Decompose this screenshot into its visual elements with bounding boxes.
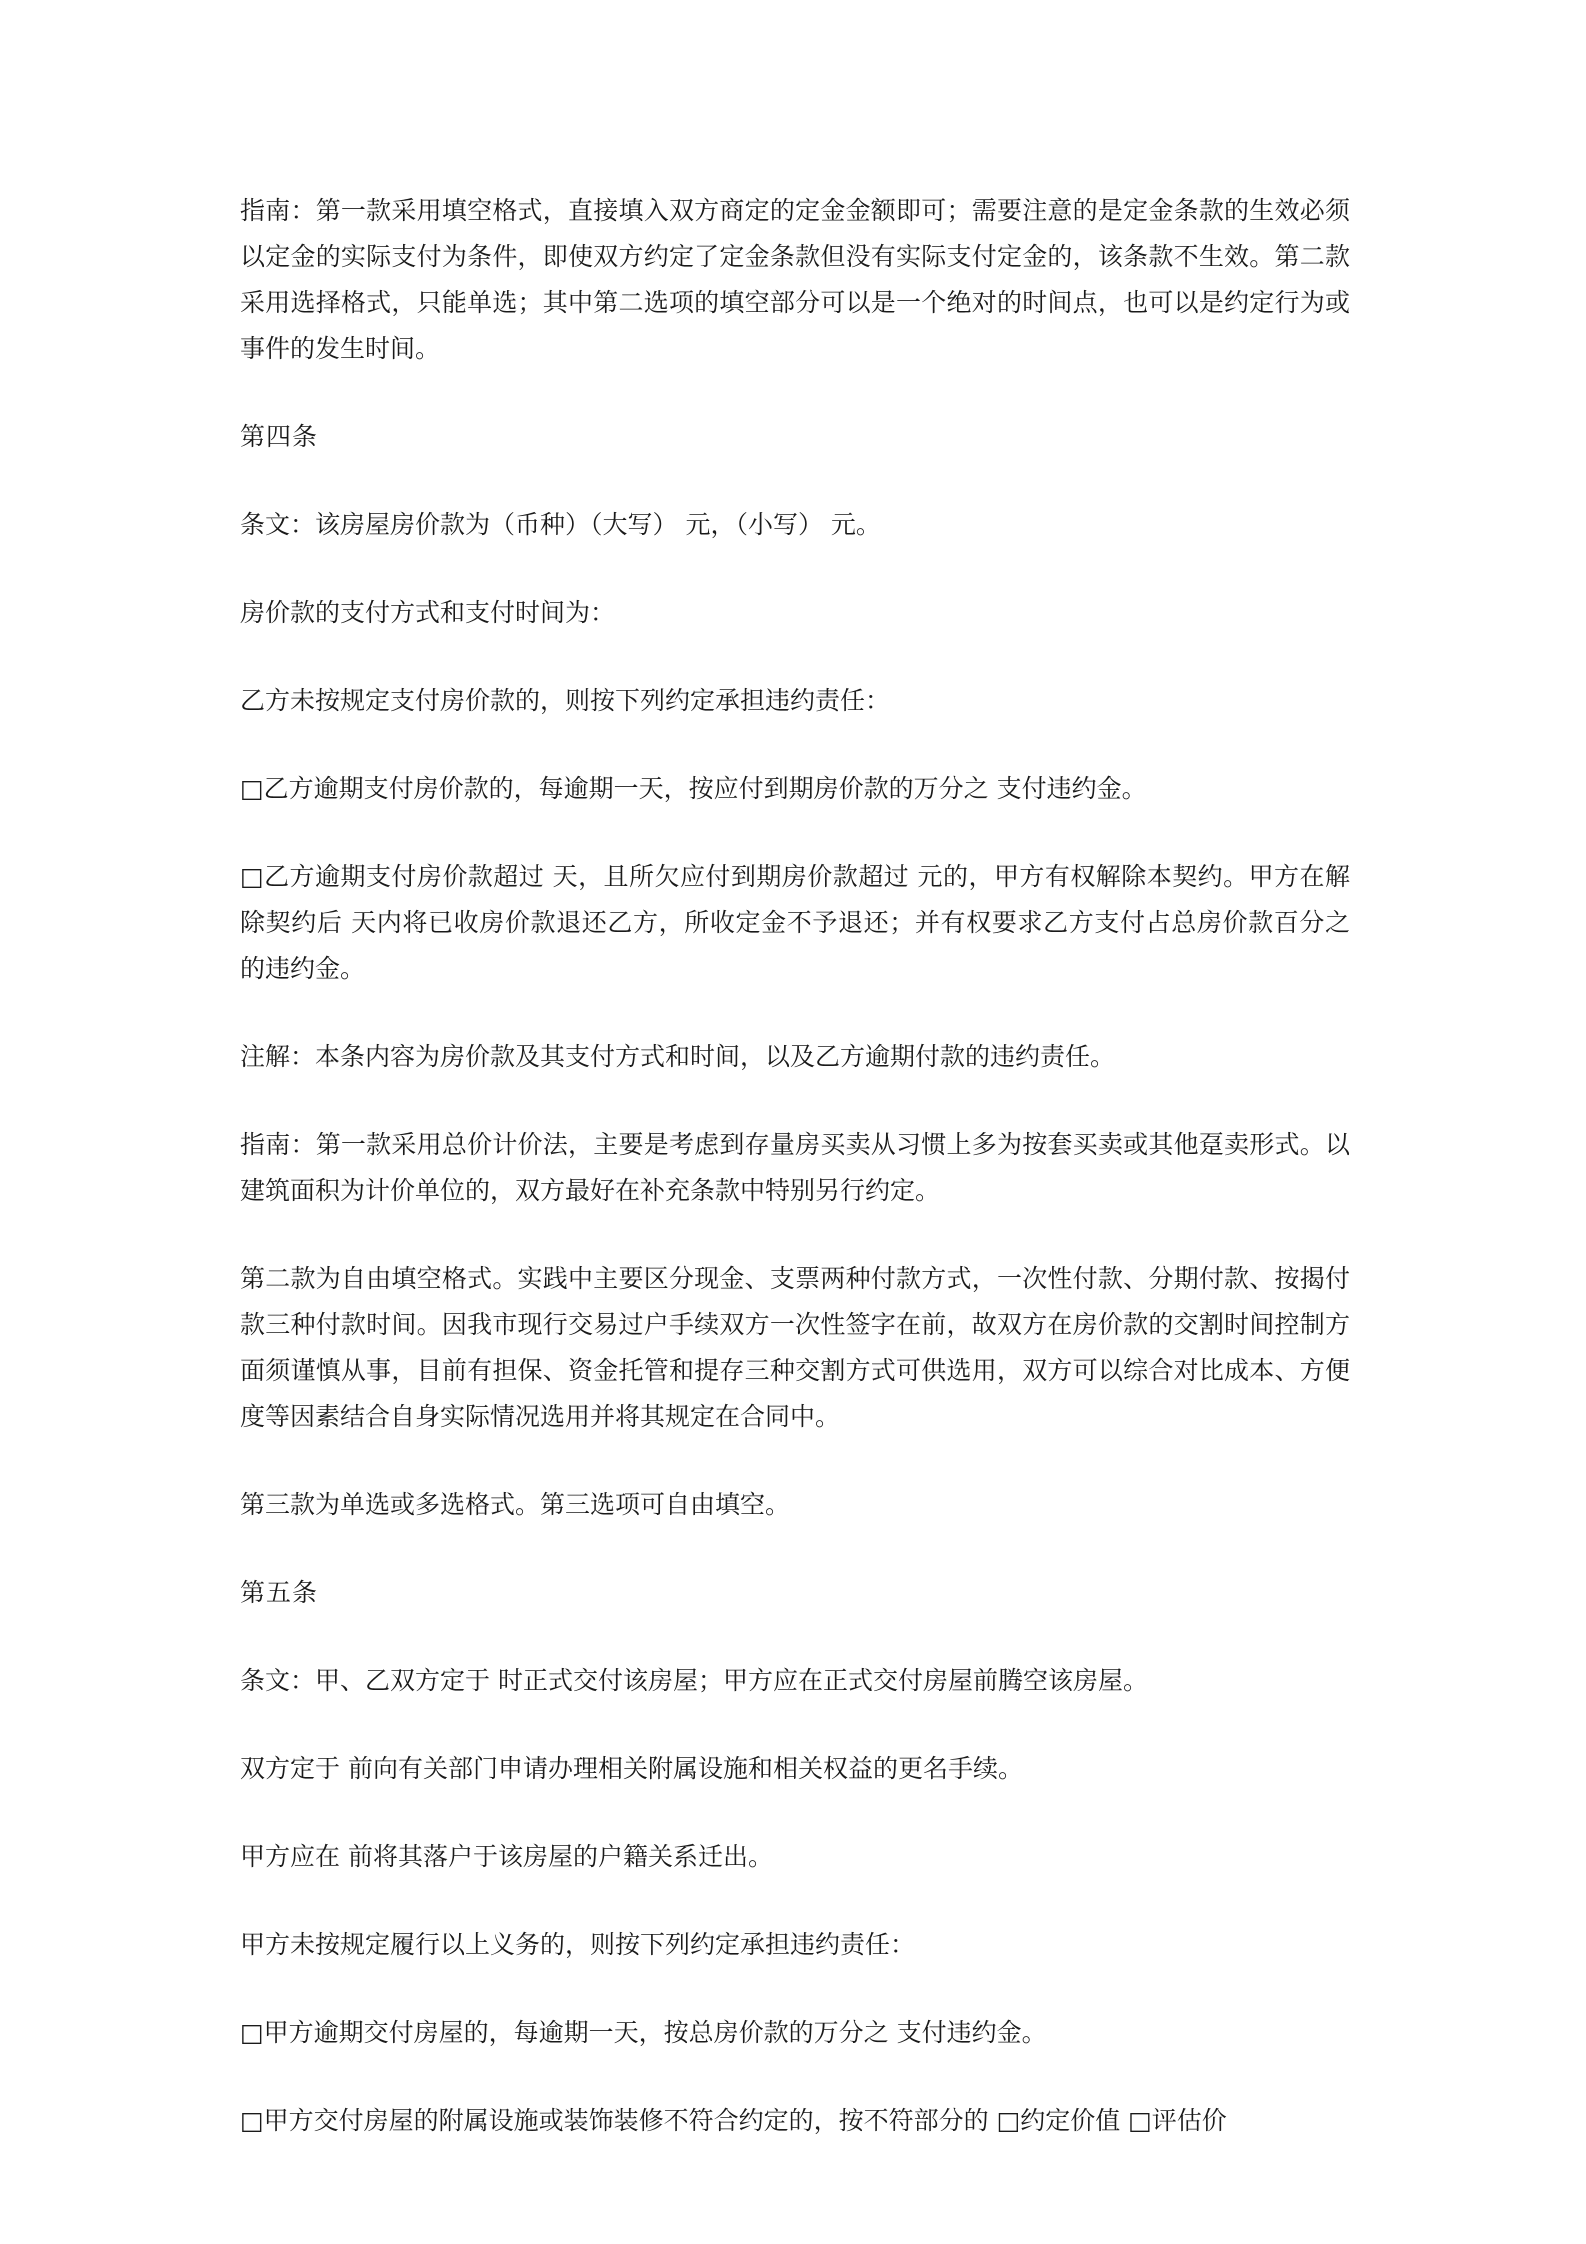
paragraph-second-clause: 第二款为自由填空格式。实践中主要区分现金、支票两种付款方式，一次性付款、分期付款、按揭付款三种付款时间。因我市现行交易过户手续双方一次性签字在前，故双方在房价款的交割时间控制方面须谨慎从事，目前有担保、资金托管和提存三种交割方式可供选用，双方可以综合对比成本、方便度等因素结合自身实际情况选用并将其规定在合同中。 (240, 1264, 1350, 1431)
paragraph-note-article-4: 注解：本条内容为房价款及其支付方式和时间，以及乙方逾期付款的违约责任。 (240, 1042, 1116, 1071)
paragraph-guide-article-4: 指南：第一款采用总价计价法，主要是考虑到存量房买卖从习惯上多为按套买卖或其他趸卖形式。以建筑面积为计价单位的，双方最好在补充条款中特别另行约定。 (240, 1130, 1350, 1205)
paragraph-seller-liability: 甲方未按规定履行以上义务的，则按下列约定承担违约责任： (240, 1930, 916, 1959)
paragraph-rename-procedure: 双方定于 前向有关部门申请办理相关附属设施和相关权益的更名手续。 (240, 1754, 1023, 1783)
option-late-payment-terminate: □乙方逾期支付房价款超过 天，且所欠应付到期房价款超过 元的，甲方有权解除本契约。甲方在解除契约后 天内将已收房价款退还乙方，所收定金不予退还；并有权要求乙方支付占总房价款百分之 的违约金。 (240, 862, 1350, 983)
document-body (240, 188, 1350, 2186)
option-late-payment-daily: □乙方逾期支付房价款的，每逾期一天，按应付到期房价款的万分之 支付违约金。 (240, 774, 1147, 803)
article-4-heading: 第四条 (240, 422, 319, 451)
article-5-heading: 第五条 (240, 1578, 319, 1607)
article-4-clause: 条文：该房屋房价款为（币种）（大写） 元，（小写） 元。 (240, 510, 881, 539)
article-5-clause: 条文：甲、乙双方定于 时正式交付该房屋；甲方应在正式交付房屋前腾空该房屋。 (240, 1666, 1148, 1695)
paragraph-buyer-liability: 乙方未按规定支付房价款的，则按下列约定承担违约责任： (240, 686, 891, 715)
option-late-delivery: □甲方逾期交付房屋的，每逾期一天，按总房价款的万分之 支付违约金。 (240, 2018, 1047, 2047)
paragraph-household-registration: 甲方应在 前将其落户于该房屋的户籍关系迁出。 (240, 1842, 773, 1871)
option-facilities-nonconforming: □甲方交付房屋的附属设施或装饰装修不符合约定的，按不符部分的 □约定价值 □评估价 (240, 2106, 1227, 2135)
paragraph-payment-method: 房价款的支付方式和支付时间为： (240, 598, 616, 627)
paragraph-guide-1: 指南：第一款采用填空格式，直接填入双方商定的定金金额即可；需要注意的是定金条款的生效必须以定金的实际支付为条件，即使双方约定了定金条款但没有实际支付定金的，该条款不生效。第二款采用选择格式，只能单选；其中第二选项的填空部分可以是一个绝对的时间点，也可以是约定行为或事件的发生时间。 (240, 196, 1350, 363)
paragraph-third-clause: 第三款为单选或多选格式。第三选项可自由填空。 (240, 1490, 791, 1519)
